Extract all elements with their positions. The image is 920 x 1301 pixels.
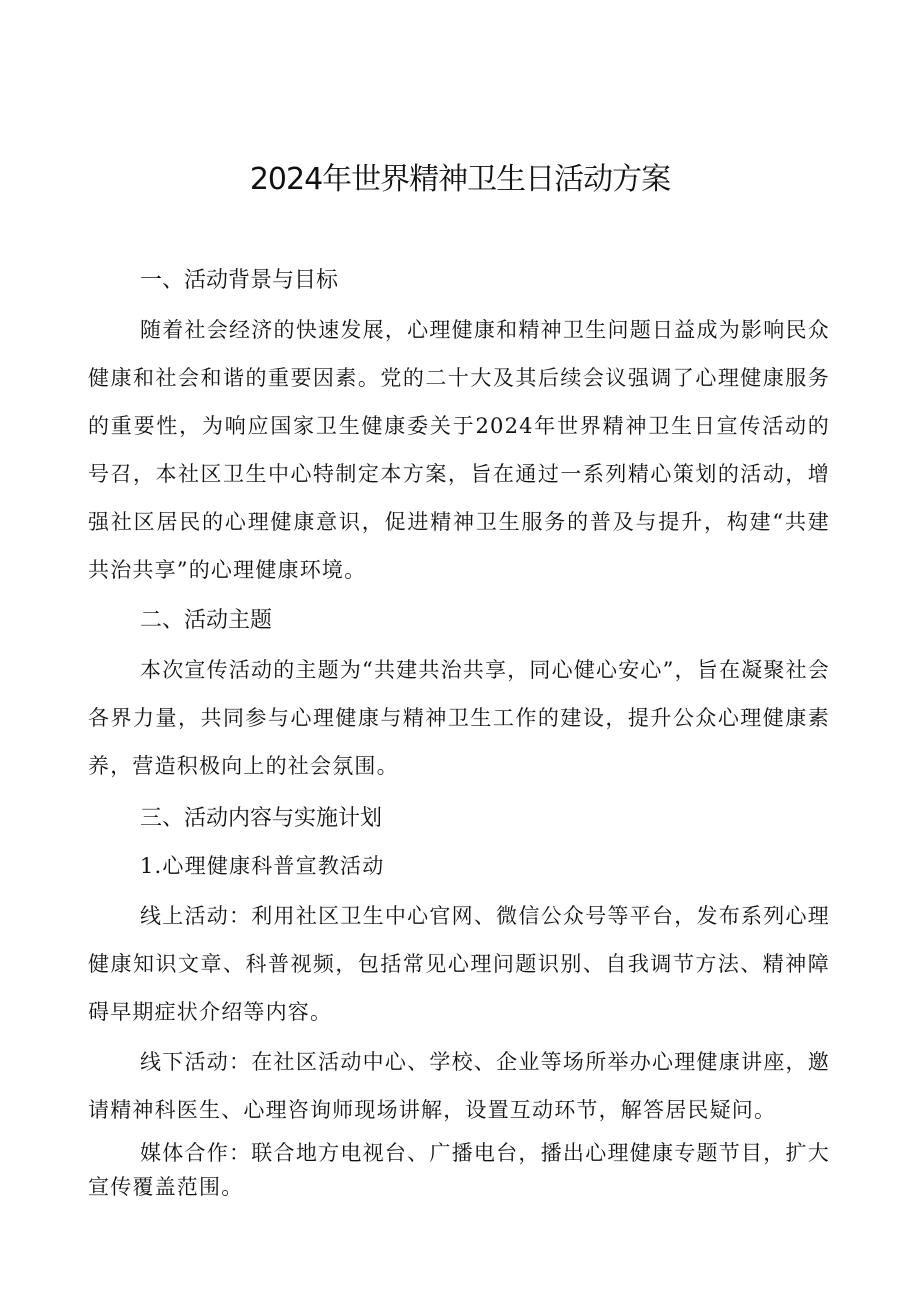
document-title: 2024年世界精神卫生日活动方案 — [249, 162, 671, 197]
section-heading-theme: 二、活动主题 — [140, 608, 273, 633]
section-paragraph-theme: 本次宣传活动的主题为“共建共治共享，同心健心安心”，旨在凝聚社会各界力量，共同参与心理健康与精神卫生工作的建设，提升公众心理健康素养，营造积极向上的社会氛围。 — [88, 658, 830, 778]
item-online-activity: 线上活动：利用社区卫生中心官网、微信公众号等平台，发布系列心理健康知识文章、科普视频，包括常见心理问题识别、自我调节方法、精神障碍早期症状介绍等内容。 — [88, 904, 830, 1024]
section-heading-content-plan: 三、活动内容与实施计划 — [140, 806, 383, 831]
item-offline-activity: 线下活动：在社区活动中心、学校、企业等场所举办心理健康讲座，邀请精神科医生、心理咨询师现场讲解，设置互动环节，解答居民疑问。 — [88, 1050, 830, 1122]
section-heading-background: 一、活动背景与目标 — [140, 268, 339, 293]
subsection-heading-education: 1.心理健康科普宣教活动 — [140, 854, 385, 878]
item-media-cooperation: 媒体合作：联合地方电视台、广播电台，播出心理健康专题节目，扩大宣传覆盖范围。 — [88, 1141, 830, 1199]
section-paragraph-background: 随着社会经济的快速发展，心理健康和精神卫生问题日益成为影响民众健康和社会和谐的重要因素。党的二十大及其后续会议强调了心理健康服务的重要性，为响应国家卫生健康委关于2024年世界精神卫生日宣传活动的号召，本社区卫生中心特制定本方案，旨在通过一系列精心策划的活动，增强社区居民的心理健康意识，促进精神卫生服务的普及与提升，构建“共建共治共享”的心理健康环境。 — [88, 318, 830, 582]
